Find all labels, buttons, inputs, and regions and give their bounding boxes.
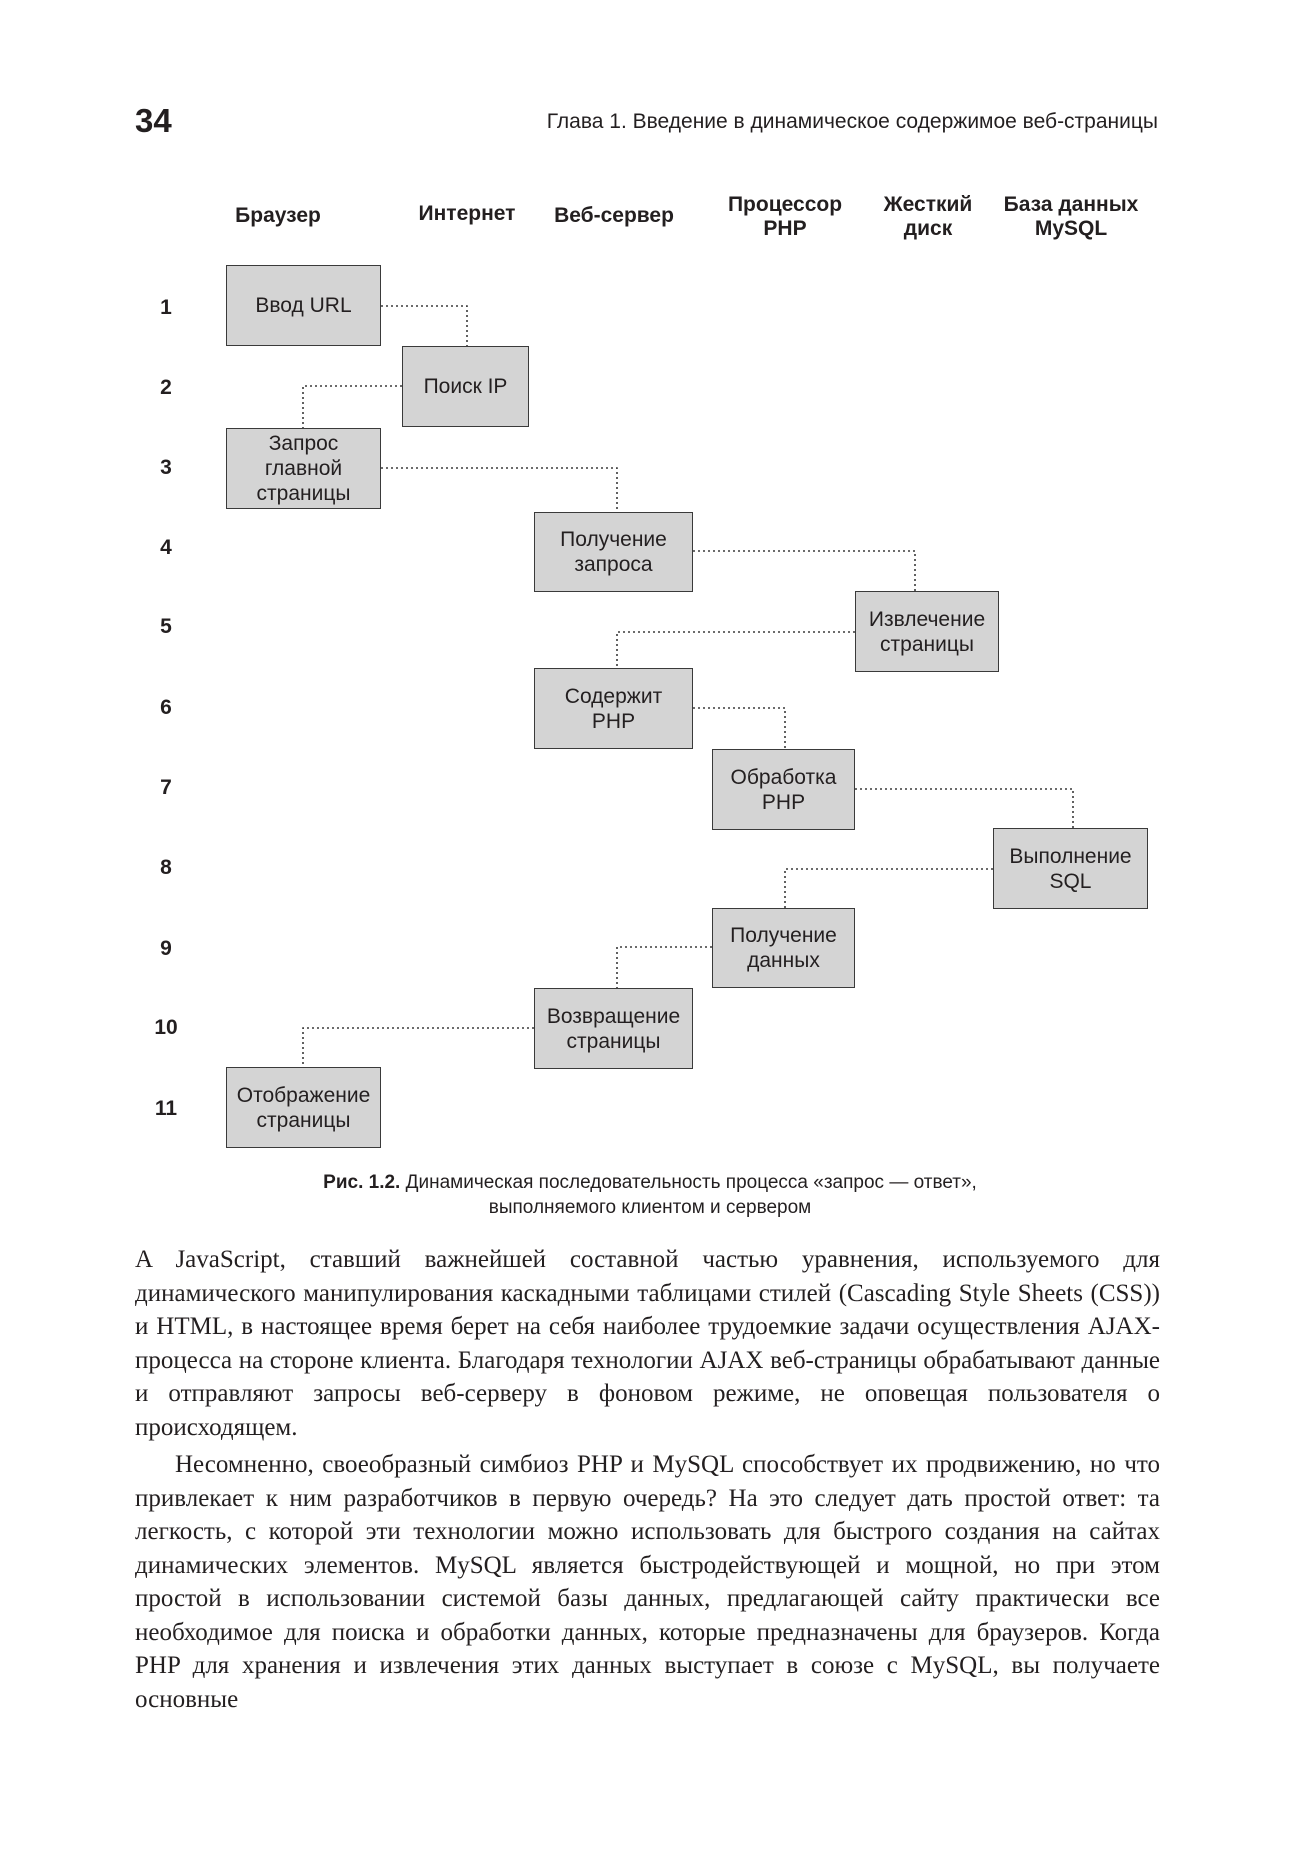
row-number: 7 — [160, 776, 172, 799]
step-enter-url: Ввод URL — [226, 265, 381, 346]
row-number: 9 — [160, 937, 172, 960]
row-number: 1 — [160, 296, 172, 319]
running-header: Глава 1. Введение в динамическое содержимое веб-страницы — [546, 110, 1158, 133]
step-contains-php: Содержит PHP — [534, 668, 693, 749]
row-number: 8 — [160, 856, 172, 879]
paragraph: Несомненно, своеобразный симбиоз PHP и MySQL способствует их продвижению, но что привлекает к ним разработчиков в первую очередь? На это следует дать простой ответ: та легкость, с которой эти технологии можно использовать для быстрого создания на сайтах динамических элементов. MySQL является быстродействующей и мощной, но при этом простой в использовании системой базы данных, предлагающей сайту практически все необходимое для поиска и обработки данных, которые предназначены для браузеров. Когда PHP для хранения и извлечения этих данных выступает в союзе с MySQL, вы получаете основные — [135, 1451, 1160, 1713]
connector-4-5 — [693, 551, 915, 591]
step-receive-data: Получение данных — [712, 908, 855, 988]
step-ip-lookup: Поиск IP — [402, 346, 529, 427]
row-number: 2 — [160, 376, 172, 399]
step-execute-sql: Выполнение SQL — [993, 828, 1148, 909]
row-number: 11 — [154, 1097, 178, 1120]
caption-text: Динамическая последовательность процесса «запрос — ответ», выполняемого клиентом и сервером — [405, 1172, 977, 1218]
connector-1-2 — [381, 306, 467, 346]
row-number: 6 — [160, 696, 172, 719]
figure-caption — [135, 1170, 1165, 1220]
column-header-hard-disk: Жесткий диск — [883, 193, 973, 240]
row-number: 10 — [154, 1016, 178, 1039]
page-number: 34 — [135, 102, 172, 139]
connector-7-8 — [855, 789, 1073, 828]
column-header-mysql-database: База данных MySQL — [1003, 193, 1139, 240]
column-header-web-server: Веб-сервер — [554, 204, 674, 227]
column-header-internet: Интернет — [418, 202, 516, 225]
connector-8-9 — [785, 869, 993, 908]
row-number: 5 — [160, 615, 172, 638]
connector-3-4 — [381, 468, 617, 512]
step-process-php: Обработка PHP — [712, 749, 855, 830]
body-text — [135, 1243, 1160, 1716]
step-page-request: Запрос главной страницы — [226, 428, 381, 509]
connector-5-6 — [617, 632, 855, 668]
step-retrieve-page: Извлечение страницы — [855, 591, 999, 672]
column-header-php-processor: Процессор PHP — [727, 193, 843, 240]
connector-9-10 — [617, 947, 712, 988]
step-return-page: Возвращение страницы — [534, 988, 693, 1069]
column-header-browser: Браузер — [235, 204, 321, 227]
row-number: 3 — [160, 456, 172, 479]
paragraph: A JavaScript, ставший важнейшей составной частью уравнения, используемого для динамического манипулирования каскадными таблицами стилей (Cascading Style Sheets (CSS)) и HTML, в настоящее время берет на себя наиболее трудоемкие задачи осуществления AJAX-процесса на стороне клиента. Благодаря технологии AJAX веб-страницы обрабатывают данные и отправляют запросы веб-серверу в фоновом режиме, не оповещая пользователя о происходящем. — [135, 1246, 1160, 1441]
caption-label: Рис. 1.2. — [323, 1172, 401, 1193]
connector-10-11 — [303, 1028, 534, 1067]
connector-6-7 — [693, 708, 785, 749]
row-number: 4 — [160, 536, 172, 559]
connector-2-3 — [303, 386, 402, 428]
step-display-page: Отображение страницы — [226, 1067, 381, 1148]
step-receive-request: Получение запроса — [534, 512, 693, 592]
